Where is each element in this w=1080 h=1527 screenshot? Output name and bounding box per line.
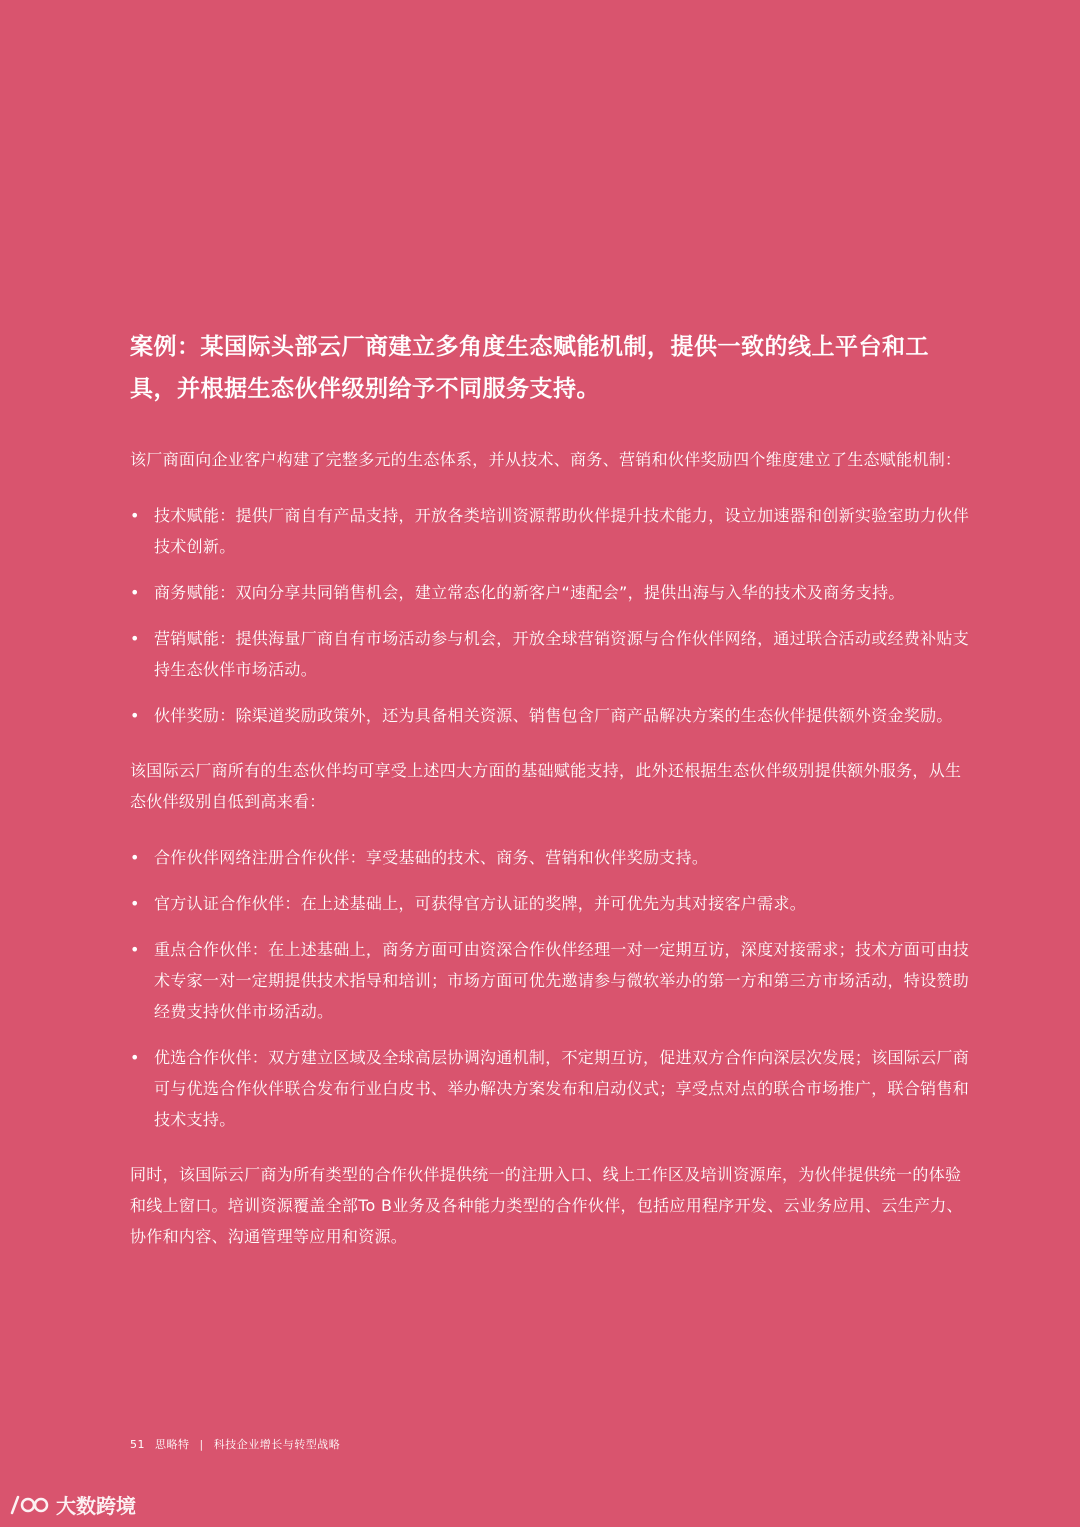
- watermark: [10, 1490, 136, 1519]
- list-item: • 营销赋能：提供海量厂商自有市场活动参与机会，开放全球营销资源与合作伙伴网络，通过联合活动或经费补贴支持生态伙伴市场活动。: [130, 623, 970, 685]
- bullet-icon: •: [130, 506, 140, 525]
- levels-intro-paragraph: 该国际云厂商所有的生态伙伴均可享受上述四大方面的基础赋能支持，此外还根据生态伙伴级别提供额外服务，从生态伙伴级别自低到高来看：: [130, 761, 962, 811]
- partner-level-list: [130, 842, 970, 1135]
- bullet-icon: •: [130, 848, 140, 867]
- case-headline: 案例：某国际头部云厂商建立多角度生态赋能机制，提供一致的线上平台和工具，并根据生态伙伴级别给予不同服务支持。: [130, 334, 929, 402]
- list-item: • 商务赋能：双向分享共同销售机会，建立常态化的新客户“速配会”，提供出海与入华的技术及商务支持。: [130, 577, 970, 608]
- list-item: • 技术赋能：提供厂商自有产品支持，开放各类培训资源帮助伙伴提升技术能力，设立加速器和创新实验室助力伙伴技术创新。: [130, 500, 970, 562]
- list-item: • 合作伙伴网络注册合作伙伴：享受基础的技术、商务、营销和伙伴奖励支持。: [130, 842, 970, 873]
- intro-paragraph: 该厂商面向企业客户构建了完整多元的生态体系，并从技术、商务、营销和伙伴奖励四个维度建立了生态赋能机制：: [130, 450, 962, 469]
- list-item: • 优选合作伙伴：双方建立区域及全球高层协调沟通机制，不定期互访，促进双方合作向深层次发展；该国际云厂商可与优选合作伙伴联合发布行业白皮书、举办解决方案发布和启动仪式；享受点对点的联合市场推广，联合销售和技术支持。: [130, 1042, 970, 1135]
- enablement-list: [130, 500, 970, 731]
- list-item: • 重点合作伙伴：在上述基础上，商务方面可由资深合作伙伴经理一对一定期互访，深度对接需求；技术方面可由技术专家一对一定期提供技术指导和培训；市场方面可优先邀请参与微软举办的第一方和第三方市场活动，特设赞助经费支持伙伴市场活动。: [130, 934, 970, 1027]
- page-number: 51: [130, 1437, 145, 1451]
- bullet-icon: •: [130, 706, 140, 725]
- page-content: [130, 326, 970, 1277]
- list-item: • 伙伴奖励：除渠道奖励政策外，还为具备相关资源、销售包含厂商产品解决方案的生态伙伴提供额外资金奖励。: [130, 700, 970, 731]
- footer-separator: |: [199, 1437, 204, 1451]
- bullet-icon: •: [130, 629, 140, 648]
- page-footer: [130, 1436, 340, 1452]
- watermark-text: 大数跨境: [56, 1494, 136, 1518]
- publisher-name: 思略特: [155, 1438, 190, 1451]
- closing-paragraph: 同时，该国际云厂商为所有类型的合作伙伴提供统一的注册入口、线上工作区及培训资源库，为伙伴提供统一的体验和线上窗口。培训资源覆盖全部To B业务及各种能力类型的合作伙伴，包括应用程序开发、云业务应用、云生产力、协作和内容、沟通管理等应用和资源。: [130, 1165, 963, 1246]
- bullet-icon: •: [130, 583, 140, 602]
- bullet-icon: •: [130, 940, 140, 959]
- list-item: • 官方认证合作伙伴：在上述基础上，可获得官方认证的奖牌，并可优先为其对接客户需求。: [130, 888, 970, 919]
- 100-logo-icon: [10, 1493, 50, 1517]
- bullet-icon: •: [130, 1048, 140, 1067]
- bullet-icon: •: [130, 894, 140, 913]
- report-title: 科技企业增长与转型战略: [213, 1438, 341, 1451]
